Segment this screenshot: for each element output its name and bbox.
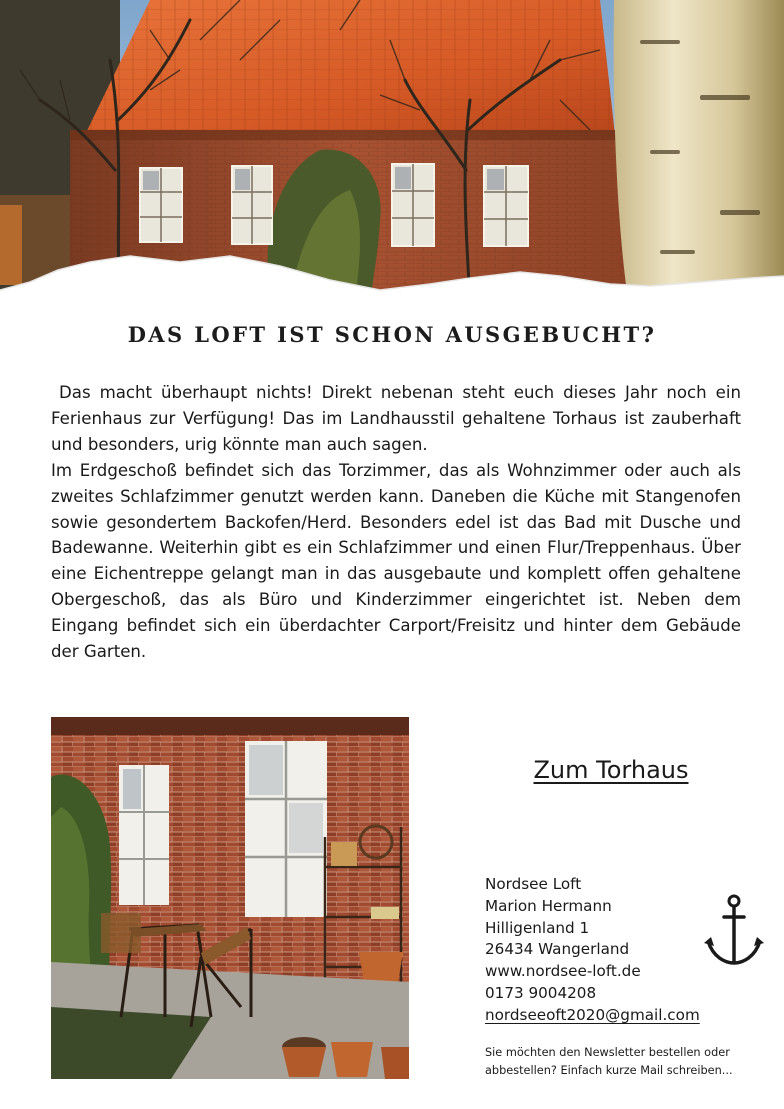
contact-email-link[interactable]: nordseeoft2020@gmail.com	[485, 1005, 700, 1024]
intro-paragraph: Das macht überhaupt nichts! Direkt nebenan steht euch dieses Jahr noch ein Ferienhaus zur Verfügung! Das im Landhausstil gehaltene Torhaus ist zauberhaft und besonders, urig könnte man auch sagen.	[51, 383, 741, 454]
details-paragraph: Im Erdgeschoß befindet sich das Torzimmer, das als Wohnzimmer oder auch als zweites Schlafzimmer genutzt werden kann. Daneben die Küche mit Stangenofen sowie gesondertem Backofen/Herd. Besonders edel ist das Bad mit Dusche und Badewanne. Weiterhin gibt es ein Schlafzimmer und einen Flur/Treppenhaus. Über eine Eichentreppe gelangt man in das ausgebaute und komplett offen gehaltene Obergeschoß, das als Büro und Kinderzimmer eingerichtet ist. Neben dem Eingang befindet sich ein überdachter Carport/Freisitz und hinter dem Gebäude der Garten.	[51, 460, 741, 662]
garden-photo	[51, 717, 409, 1079]
hero-photo-house	[0, 0, 784, 300]
contact-street: Hilligenland 1	[485, 918, 590, 937]
contact-name: Nordsee Loft	[485, 875, 582, 893]
contact-city: 26434 Wangerland	[485, 940, 630, 959]
garden-illustration	[51, 717, 409, 1079]
contact-person: Marion Hermann	[485, 896, 612, 915]
newsletter-note: Sie möchten den Newsletter bestellen oder abbestellen? Einfach kurze Mail schreiben...	[485, 1046, 733, 1077]
contact-phone: 0173 9004208	[485, 983, 597, 1002]
anchor-icon	[703, 893, 765, 967]
house-illustration	[0, 0, 784, 300]
page-title: DAS LOFT IST SCHON AUSGEBUCHT?	[127, 322, 657, 347]
description-text	[51, 380, 741, 665]
zum-torhaus-link[interactable]: Zum Torhaus	[533, 756, 689, 784]
contact-website[interactable]: www.nordsee-loft.de	[485, 962, 641, 981]
